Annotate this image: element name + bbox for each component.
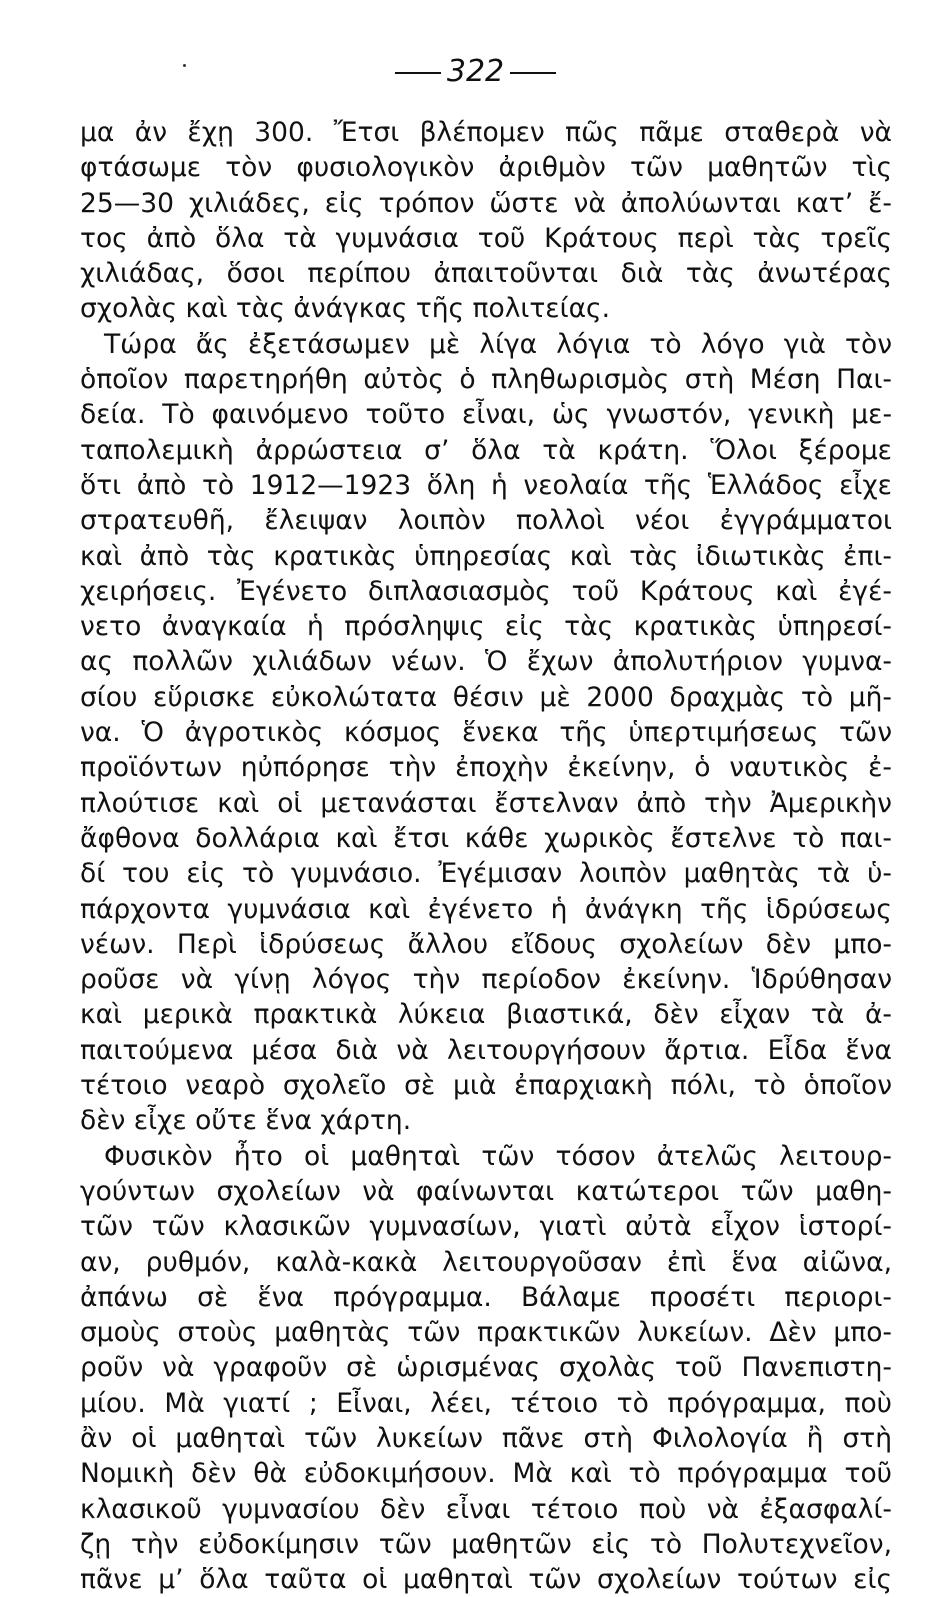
text-line: Νομικὴ δὲν θὰ εὐδοκιμήσουν. Μὰ καὶ τὸ πρόγραμμα τοῦ	[80, 1458, 892, 1490]
text-line: πλούτισε καὶ οἱ μετανάσται ἔστελναν ἀπὸ τὴν Ἀμερικὴν	[80, 787, 892, 819]
text-line: 25—30 χιλιάδες, εἰς τρόπον ὥστε νὰ ἀπολύωνται κατ’ ἔ-	[80, 187, 892, 219]
body-text	[80, 115, 892, 1597]
text-line: αν, ρυθμόν, καλὰ-κακὰ λειτουργοῦσαν ἐπὶ ἕνα αἰῶνα,	[80, 1246, 892, 1278]
text-line: πᾶνε μ’ ὅλα ταῦτα οἱ μαθηταὶ τῶν σχολείων τούτων εἰς	[80, 1564, 892, 1596]
text-line: δί του εἰς τὸ γυμνάσιο. Ἐγέμισαν λοιπὸν μαθητὰς τὰ ὑ-	[80, 858, 892, 890]
text-line: ὅτι ἀπὸ τὸ 1912—1923 ὅλη ἡ νεολαία τῆς Ἑλλάδος εἶχε	[80, 469, 892, 501]
text-line: γούντων σχολείων νὰ φαίνωνται κατώτεροι τῶν μαθη-	[80, 1175, 892, 1207]
text-line: ροῦσε νὰ γίνῃ λόγος τὴν περίοδον ἐκείνην. Ἱδρύθησαν	[80, 964, 892, 996]
text-line: νετο ἀναγκαία ἡ πρόσληψις εἰς τὰς κρατικὰς ὑπηρεσί-	[80, 611, 892, 643]
text-line: ἂν οἱ μαθηταὶ τῶν λυκείων πᾶνε στὴ Φιλολογία ἢ στὴ	[80, 1422, 892, 1454]
text-line: τέτοιο νεαρὸ σχολεῖο σὲ μιὰ ἐπαρχιακὴ πόλι, τὸ ὁποῖον	[80, 1070, 892, 1102]
text-line: ροῦν νὰ γραφοῦν σὲ ὡρισμένας σχολὰς τοῦ Πανεπιστη-	[80, 1352, 892, 1384]
text-line: καὶ ἀπὸ τὰς κρατικὰς ὑπηρεσίας καὶ τὰς ἰδιωτικὰς ἐπι-	[80, 540, 892, 572]
text-line: Τώρα ἄς ἐξετάσωμεν μὲ λίγα λόγια τὸ λόγο γιὰ τὸν	[104, 328, 892, 360]
text-line: σμοὺς στοὺς μαθητὰς τῶν πρακτικῶν λυκείων. Δὲν μπο-	[80, 1317, 892, 1349]
text-line: παιτούμενα μέσα διὰ νὰ λειτουργήσουν ἄρτια. Εἶδα ἕνα	[80, 1034, 892, 1066]
text-line: Φυσικὸν ἦτο οἱ μαθηταὶ τῶν τόσον ἀτελῶς λειτουρ-	[104, 1140, 892, 1172]
text-line: μίου. Μὰ γιατί ; Εἶναι, λέει, τέτοιο τὸ πρόγραμμα, ποὺ	[80, 1387, 892, 1419]
text-line: ὁποῖον παρετηρήθη αὐτὸς ὁ πληθωρισμὸς στὴ Μέση Παι-	[80, 364, 892, 396]
text-line: ἄφθονα δολλάρια καὶ ἔτσι κάθε χωρικὸς ἔστελνε τὸ παι-	[80, 822, 892, 854]
text-line: να. Ὁ ἀγροτικὸς κόσμος ἕνεκα τῆς ὑπερτιμήσεως τῶν	[80, 717, 892, 749]
text-line: πάρχοντα γυμνάσια καὶ ἐγένετο ἡ ἀνάγκη τῆς ἱδρύσεως	[80, 893, 892, 925]
text-line: κλασικοῦ γυμνασίου δὲν εἶναι τέτοιο ποὺ νὰ ἐξασφαλί-	[80, 1493, 892, 1525]
text-line: τος ἀπὸ ὅλα τὰ γυμνάσια τοῦ Κράτους περὶ τὰς τρεῖς	[80, 222, 892, 254]
text-line: ζῃ τὴν εὐδοκίμησιν τῶν μαθητῶν εἰς τὸ Πολυτεχνεῖον,	[80, 1528, 892, 1560]
text-line: νέων. Περὶ ἱδρύσεως ἄλλου εἴδους σχολείων δὲν μπο-	[80, 928, 892, 960]
text-line: δεία. Τὸ φαινόμενο τοῦτο εἶναι, ὡς γνωστόν, γενικὴ με-	[80, 399, 892, 431]
text-line: τῶν τῶν κλασικῶν γυμνασίων, γιατὶ αὐτὰ εἶχον ἱστορί-	[80, 1211, 892, 1243]
text-line: ταπολεμικὴ ἀρρώστεια σ’ ὅλα τὰ κράτη. Ὅλοι ξέρομε	[80, 434, 892, 466]
text-line: καὶ μερικὰ πρακτικὰ λύκεια βιαστικά, δὲν εἶχαν τὰ ἀ-	[80, 999, 892, 1031]
text-line: σχολὰς καὶ τὰς ἀνάγκας τῆς πολιτείας.	[80, 293, 611, 325]
text-line: χιλιάδας, ὅσοι περίπου ἀπαιτοῦνται διὰ τὰς ἀνωτέρας	[80, 258, 892, 290]
page-number: 322	[446, 54, 505, 89]
text-line: ας πολλῶν χιλιάδων νέων. Ὁ ἔχων ἀπολυτήριον γυμνα-	[80, 646, 892, 678]
text-line: στρατευθῆ, ἔλειψαν λοιπὸν πολλοὶ νέοι ἐγγράμματοι	[80, 505, 892, 537]
text-line: χειρήσεις. Ἐγένετο διπλασιασμὸς τοῦ Κράτους καὶ ἐγέ-	[80, 575, 892, 607]
text-line: προϊόντων ηὐπόρησε τὴν ἐποχὴν ἐκείνην, ὁ ναυτικὸς ἐ-	[80, 752, 892, 784]
text-line: ἀπάνω σὲ ἕνα πρόγραμμα. Βάλαμε προσέτι περιορι-	[80, 1281, 892, 1313]
page-header	[0, 52, 951, 92]
right-dash-rule	[510, 72, 556, 74]
left-dash-rule	[395, 72, 441, 74]
text-line: μα ἀν ἔχῃ 300. Ἔτσι βλέπομεν πῶς πᾶμε σταθερὰ νὰ	[80, 117, 892, 148]
text-line: σίου εὕρισκε εὐκολώτατα θέσιν μὲ 2000 δραχμὰς τὸ μῆ-	[80, 681, 892, 713]
text-line: φτάσωμε τὸν φυσιολογικὸν ἀριθμὸν τῶν μαθητῶν τὶς	[80, 152, 892, 184]
text-line: δὲν εἶχε οὔτε ἕνα χάρτη.	[80, 1105, 412, 1137]
